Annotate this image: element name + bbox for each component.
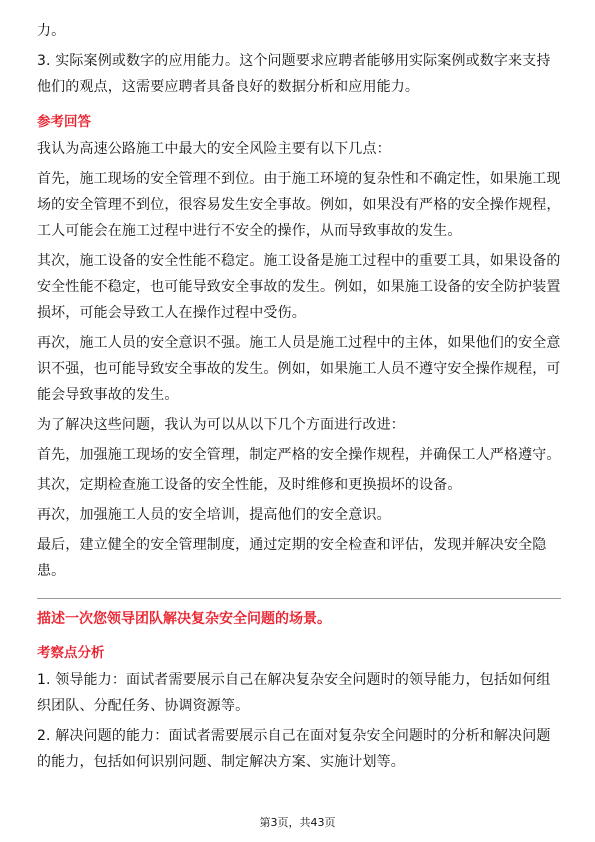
section-divider	[37, 598, 561, 599]
answer-paragraph: 最后，建立健全的安全管理制度，通过定期的安全检查和评估，发现并解决安全隐患。	[37, 537, 547, 579]
criterion-item-3: 3. 实际案例或数字的应用能力。这个问题要求应聘者能够用实际案例或数字来支持他们的观点，这需要应聘者具备良好的数据分析和应用能力。	[37, 53, 551, 95]
answer-paragraph: 为了解决这些问题，我认为可以从以下几个方面进行改进：	[37, 417, 405, 433]
answer-paragraph: 我认为高速公路施工中最大的安全风险主要有以下几点：	[37, 141, 391, 157]
analysis-item: 1. 领导能力：面试者需要展示自己在解决复杂安全问题时的领导能力，包括如何组织团队、分配任务、协调资源等。	[37, 672, 551, 714]
page-number: 第3页，共43页	[259, 816, 336, 829]
reference-answer-heading: 参考回答	[37, 114, 91, 130]
continuation-text: 力。	[37, 23, 66, 39]
reference-answer-body	[37, 136, 561, 584]
analysis-item: 2. 解决问题的能力：面试者需要展示自己在面对复杂安全问题时的分析和解决问题的能力，包括如何识别问题、制定解决方案、实施计划等。	[37, 728, 551, 770]
question-title: 描述一次您领导团队解决复杂安全问题的场景。	[37, 611, 331, 627]
answer-paragraph: 再次，施工人员的安全意识不强。施工人员是施工过程中的主体，如果他们的安全意识不强，也可能导致安全事故的发生。例如，如果施工人员不遵守安全操作规程，可能会导致事故的发生。	[37, 335, 561, 403]
answer-paragraph: 再次，加强施工人员的安全培训，提高他们的安全意识。	[37, 507, 391, 523]
analysis-heading: 考察点分析	[37, 645, 105, 661]
analysis-list	[37, 667, 561, 775]
answer-paragraph: 首先，施工现场的安全管理不到位。由于施工环境的复杂性和不确定性，如果施工现场的安全管理不到位，很容易发生安全事故。例如，如果没有严格的安全操作规程，工人可能会在施工过程中进行不安全的操作，从而导致事故的发生。	[37, 171, 561, 239]
document-page	[37, 18, 561, 775]
answer-paragraph: 首先，加强施工现场的安全管理，制定严格的安全操作规程，并确保工人严格遵守。	[37, 447, 561, 463]
answer-paragraph: 其次，施工设备的安全性能不稳定。施工设备是施工过程中的重要工具，如果设备的安全性能不稳定，也可能导致安全事故的发生。例如，如果施工设备的安全防护装置损坏，可能会导致工人在操作过程中受伤。	[37, 253, 561, 321]
answer-paragraph: 其次，定期检查施工设备的安全性能，及时维修和更换损坏的设备。	[37, 477, 462, 493]
